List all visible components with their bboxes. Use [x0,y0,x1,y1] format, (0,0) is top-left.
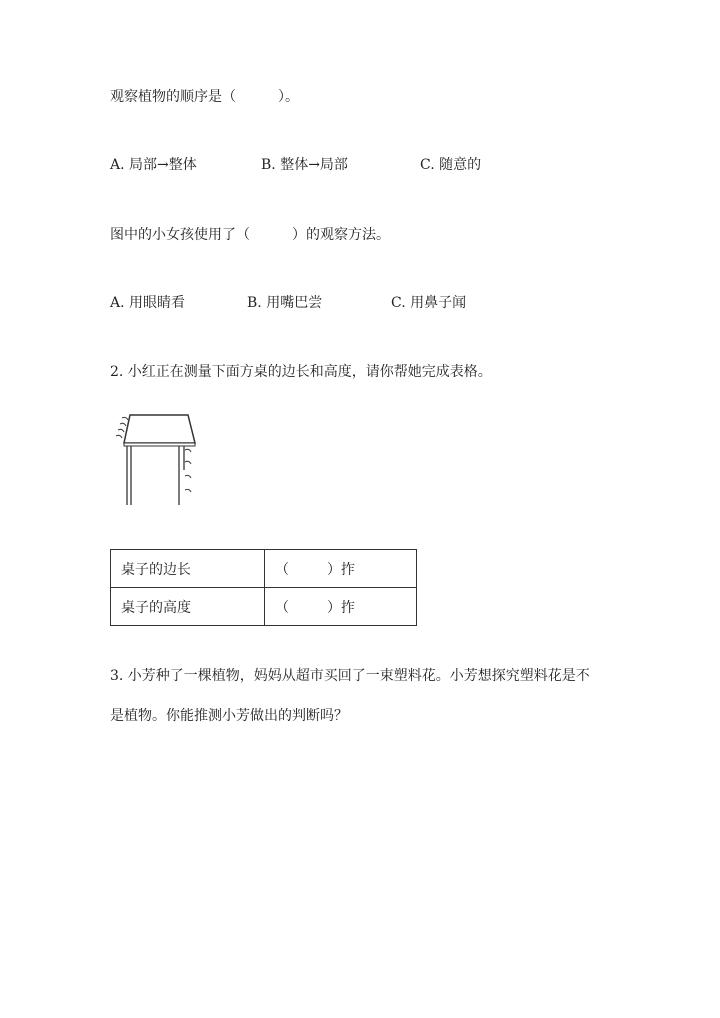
unit: ）拃 [327,561,355,578]
open-paren: （ [275,561,289,578]
table-row [111,550,417,588]
option-b: B. 整体→局部 [261,157,348,173]
table-row [111,588,417,626]
row-label: 桌子的高度 [111,588,265,626]
question-2-stem: 2. 小红正在测量下面方桌的边长和高度，请你帮她完成表格。 [110,364,492,380]
option-b: B. 用嘴巴尝 [247,295,323,311]
question-method-stem: 图中的小女孩使用了（ ）的观察方法。 [110,227,390,243]
table-hand-span-illustration [110,410,200,510]
question-3-line-2: 是植物。你能推测小芳做出的判断吗？ [110,708,348,724]
option-a: A. 局部→整体 [110,157,197,173]
unit: ）拃 [327,599,355,616]
option-c: C. 随意的 [420,157,482,173]
answer-cell[interactable] [265,550,417,588]
option-c: C. 用鼻子闻 [391,295,467,311]
answer-cell[interactable] [265,588,417,626]
question-order-stem: 观察植物的顺序是（ ）。 [110,89,299,105]
measurement-table [110,549,417,626]
open-paren: （ [275,599,289,616]
row-label: 桌子的边长 [111,550,265,588]
question-3-line-1: 3. 小芳种了一棵植物，妈妈从超市买回了一束塑料花。小芳想探究塑料花是不 [110,668,590,684]
option-a: A. 用眼睛看 [110,295,186,311]
